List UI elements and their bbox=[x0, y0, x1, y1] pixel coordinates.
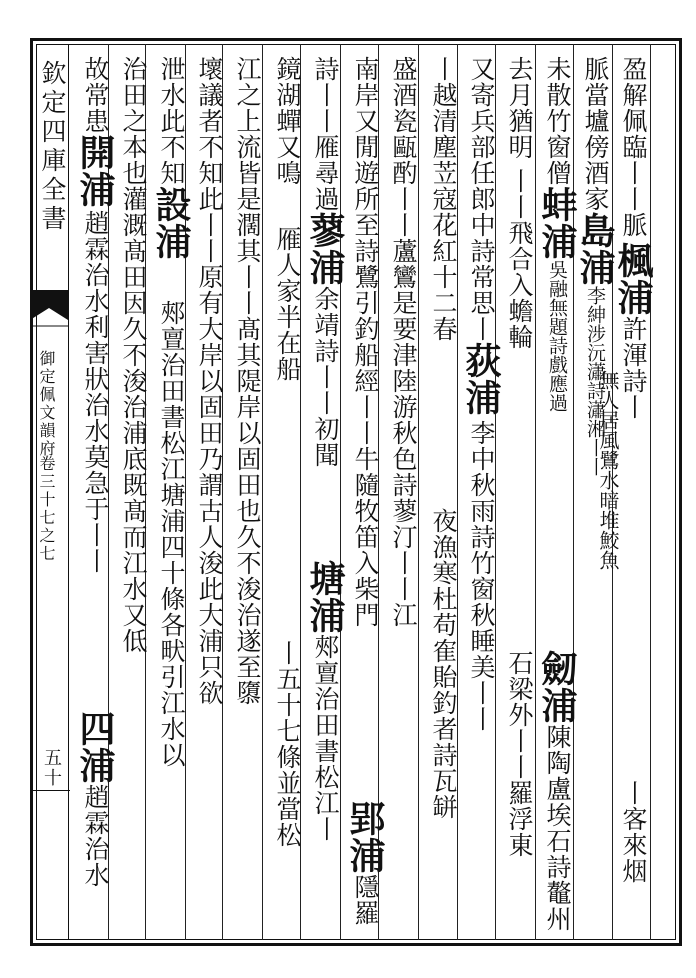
text-column-6: 丨越清塵苙寇花紅十二春 bbox=[429, 56, 458, 342]
annotation-2: 丨客來烟 bbox=[619, 780, 648, 884]
annotation-8: 塘浦郟亶治田書松江丨 bbox=[304, 560, 346, 842]
text-column-4: 去月猶明丨丨飛合入蟾輪 bbox=[505, 56, 534, 350]
book-title: 欽定四庫全書 bbox=[38, 60, 67, 234]
entry-head: 開浦 bbox=[74, 134, 116, 208]
text-column-15: 故常患開浦 bbox=[74, 56, 116, 208]
entry-head: 島浦 bbox=[574, 212, 616, 286]
text-column-10: 鏡湖蟬又鳴雁人家半在船 bbox=[273, 56, 302, 382]
text-column-12: 壞議者不知此丨丨原有大岸以固田乃謂古人浚此大浦只欲 bbox=[195, 56, 224, 706]
entry-head: 荻浦 bbox=[460, 342, 502, 416]
entry-head: 蓼浦 bbox=[304, 212, 346, 286]
text-column-3: 未散竹窗僧蚌浦吳融無題詩戲應過 bbox=[536, 56, 578, 412]
text-column-8: 南岸又閒遊所至詩鷺引釣船經丨丨牛隨牧笛入柴門 bbox=[351, 56, 380, 628]
text-column-7: 盛酒瓷甌酌丨丨蘆鸞是要津陸游秋色詩蓼汀丨丨江 bbox=[389, 56, 418, 628]
annotation-3: 劒浦陳陶盧埃石詩鼇州 bbox=[536, 650, 578, 932]
fish-tail-mark-icon bbox=[30, 290, 68, 330]
page-number: 五十 bbox=[41, 748, 62, 788]
page-number-rule bbox=[30, 790, 70, 791]
annotation-5: 李中秋雨詩竹窗秋睡美丨丨 bbox=[467, 420, 496, 732]
entry-head: 楓浦 bbox=[612, 242, 654, 316]
text-column-5: 又寄兵部任郎中詩常思丨荻浦 bbox=[460, 56, 502, 416]
annotation-1: 無人居風鷺水暗堆鮫魚 bbox=[596, 370, 620, 570]
book-subtitle: 御定佩文韻府 bbox=[37, 350, 56, 458]
annotation-7: 郢浦隱羅 bbox=[344, 800, 386, 926]
text-column-11: 江之上流皆是濶其丨丨髙其隄岸以固田也久不浚治遂至隳 bbox=[233, 56, 262, 706]
entry-head: 設浦 bbox=[150, 186, 192, 260]
text-column-14: 治田之本也灌溉髙田因久不浚治浦底既髙而江水又低 bbox=[119, 56, 148, 654]
annotation-4: 石梁外丨丨羅浮東 bbox=[505, 650, 534, 858]
text-column-9: 詩丨丨雁尋過蓼浦余靖詩丨丨初聞 bbox=[304, 56, 346, 468]
entry-head: 蚌浦 bbox=[536, 186, 578, 260]
text-column-1: 盈解佩臨丨丨脈楓浦許渾詩丨 bbox=[612, 56, 654, 420]
annotation-6: 夜漁寒杜苟隺貽釣者詩瓦缾 bbox=[429, 508, 458, 820]
annotation-10: 郟亶治田書松江塘浦四十條各畎引江水以 bbox=[157, 300, 186, 768]
text-column-2: 脈當壚傍酒家島浦李紳涉沅瀟詩瀟湘丨丨 bbox=[574, 56, 616, 476]
annotation-11: 趙霖治水利害狀治水莫急于丨丨 bbox=[81, 210, 110, 574]
volume-label: 卷三十七之七 bbox=[37, 455, 56, 563]
annotation-12: 四浦趙霖治水 bbox=[74, 710, 116, 888]
text-column-13: 泄水此不知設浦 bbox=[150, 56, 192, 260]
annotation-9: 丨五十七條並當松 bbox=[273, 640, 302, 848]
